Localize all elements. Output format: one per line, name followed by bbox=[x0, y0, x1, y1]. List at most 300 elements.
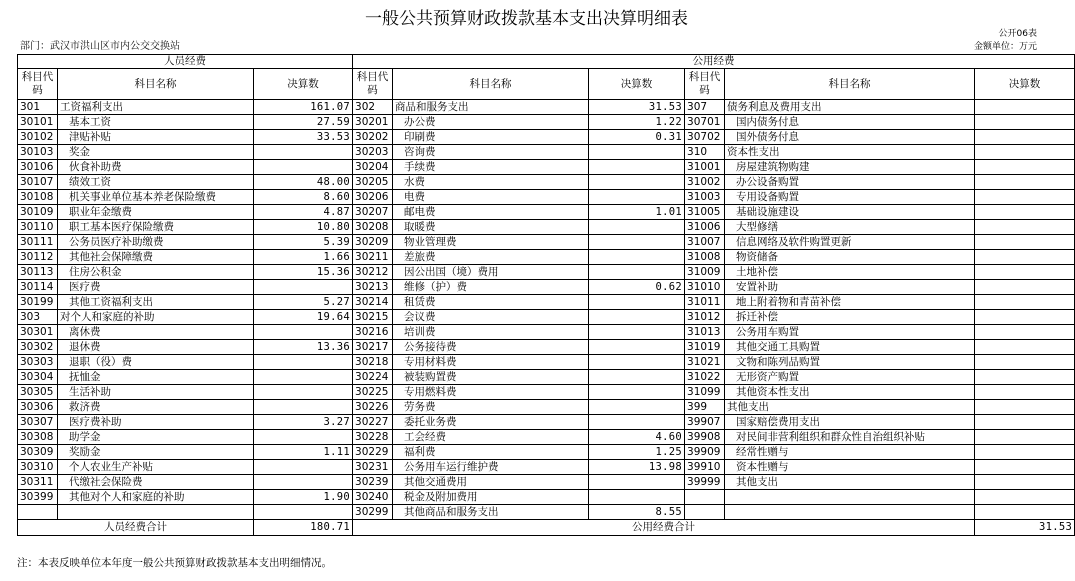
amount-value bbox=[589, 415, 685, 430]
amount-value bbox=[975, 130, 1075, 145]
subject-code: 30304 bbox=[18, 370, 58, 385]
amount-value: 31.53 bbox=[589, 100, 685, 115]
amount-value bbox=[254, 475, 353, 490]
public-total-value: 31.53 bbox=[975, 520, 1075, 536]
subject-code: 30207 bbox=[353, 205, 393, 220]
subject-code: 30226 bbox=[353, 400, 393, 415]
amount-value bbox=[589, 400, 685, 415]
subject-code: 30108 bbox=[18, 190, 58, 205]
subject-name: 安置补助 bbox=[725, 280, 975, 295]
subject-name: 取暖费 bbox=[393, 220, 589, 235]
subject-name: 物资储备 bbox=[725, 250, 975, 265]
amount-value bbox=[254, 385, 353, 400]
subject-name: 专用燃料费 bbox=[393, 385, 589, 400]
table-row bbox=[18, 490, 1075, 505]
subject-name: 住房公积金 bbox=[58, 265, 254, 280]
subject-code: 302 bbox=[353, 100, 393, 115]
amount-value bbox=[975, 355, 1075, 370]
amount-value bbox=[589, 220, 685, 235]
amount-value bbox=[254, 430, 353, 445]
amount-value: 8.60 bbox=[254, 190, 353, 205]
subject-code: 30309 bbox=[18, 445, 58, 460]
amount-unit-label: 金额单位：万元 bbox=[973, 42, 1037, 52]
amount-value bbox=[254, 160, 353, 175]
subject-code: 30305 bbox=[18, 385, 58, 400]
table-row bbox=[18, 160, 1075, 175]
table-row bbox=[18, 175, 1075, 190]
amount-value: 1.11 bbox=[254, 445, 353, 460]
subject-name: 维修（护）费 bbox=[393, 280, 589, 295]
subject-name: 资本性赠与 bbox=[725, 460, 975, 475]
subject-name: 办公设备购置 bbox=[725, 175, 975, 190]
amount-value bbox=[589, 160, 685, 175]
amount-value bbox=[589, 265, 685, 280]
subject-code: 399 bbox=[685, 400, 725, 415]
subject-name: 公务用车购置 bbox=[725, 325, 975, 340]
amount-value bbox=[975, 265, 1075, 280]
subject-name: 会议费 bbox=[393, 310, 589, 325]
amount-value bbox=[589, 340, 685, 355]
subject-code: 30231 bbox=[353, 460, 393, 475]
subject-name: 印刷费 bbox=[393, 130, 589, 145]
subject-code: 30102 bbox=[18, 130, 58, 145]
subject-name: 咨询费 bbox=[393, 145, 589, 160]
subject-code: 30311 bbox=[18, 475, 58, 490]
subject-code: 30225 bbox=[353, 385, 393, 400]
subject-code: 30216 bbox=[353, 325, 393, 340]
subject-code: 30224 bbox=[353, 370, 393, 385]
subject-name: 商品和服务支出 bbox=[393, 100, 589, 115]
subject-name: 退休费 bbox=[58, 340, 254, 355]
subject-name: 个人农业生产补贴 bbox=[58, 460, 254, 475]
subject-name: 其他对个人和家庭的补助 bbox=[58, 490, 254, 505]
table-row bbox=[18, 430, 1075, 445]
subject-code: 31002 bbox=[685, 175, 725, 190]
amount-value: 1.25 bbox=[589, 445, 685, 460]
subject-name: 其他交通工具购置 bbox=[725, 340, 975, 355]
amount-value bbox=[975, 505, 1075, 520]
subject-code: 39909 bbox=[685, 445, 725, 460]
subject-code: 30218 bbox=[353, 355, 393, 370]
subject-name: 对民间非营利组织和群众性自治组织补贴 bbox=[725, 430, 975, 445]
amount-value bbox=[975, 175, 1075, 190]
subject-code: 30239 bbox=[353, 475, 393, 490]
subject-name: 债务利息及费用支出 bbox=[725, 100, 975, 115]
amount-value bbox=[589, 385, 685, 400]
subject-code: 30211 bbox=[353, 250, 393, 265]
amount-value: 15.36 bbox=[254, 265, 353, 280]
amount-value bbox=[975, 370, 1075, 385]
subject-code: 30302 bbox=[18, 340, 58, 355]
amount-value: 27.59 bbox=[254, 115, 353, 130]
subject-code: 31099 bbox=[685, 385, 725, 400]
amount-value bbox=[589, 295, 685, 310]
table-row bbox=[18, 340, 1075, 355]
subject-name: 无形资产购置 bbox=[725, 370, 975, 385]
amount-value: 13.36 bbox=[254, 340, 353, 355]
subject-code: 30199 bbox=[18, 295, 58, 310]
subject-name: 其他工资福利支出 bbox=[58, 295, 254, 310]
subject-name: 其他支出 bbox=[725, 475, 975, 490]
amount-value bbox=[975, 205, 1075, 220]
subject-code: 30307 bbox=[18, 415, 58, 430]
subject-name: 租赁费 bbox=[393, 295, 589, 310]
subject-name: 津贴补贴 bbox=[58, 130, 254, 145]
subject-code: 30101 bbox=[18, 115, 58, 130]
subject-name: 培训费 bbox=[393, 325, 589, 340]
subject-name: 委托业务费 bbox=[393, 415, 589, 430]
subject-name: 办公费 bbox=[393, 115, 589, 130]
subject-name: 税金及附加费用 bbox=[393, 490, 589, 505]
subject-code: 31010 bbox=[685, 280, 725, 295]
column-header-amount: 决算数 bbox=[254, 69, 353, 100]
amount-value bbox=[589, 235, 685, 250]
table-row bbox=[18, 415, 1075, 430]
subject-code bbox=[18, 505, 58, 520]
amount-value bbox=[975, 325, 1075, 340]
subject-code: 30107 bbox=[18, 175, 58, 190]
subject-code: 30399 bbox=[18, 490, 58, 505]
amount-value bbox=[589, 250, 685, 265]
subject-name: 被装购置费 bbox=[393, 370, 589, 385]
amount-value: 161.07 bbox=[254, 100, 353, 115]
subject-name: 福利费 bbox=[393, 445, 589, 460]
subject-code: 30111 bbox=[18, 235, 58, 250]
subject-code: 30213 bbox=[353, 280, 393, 295]
subject-name bbox=[725, 490, 975, 505]
subject-name: 助学金 bbox=[58, 430, 254, 445]
amount-value: 0.31 bbox=[589, 130, 685, 145]
subject-name: 医疗费 bbox=[58, 280, 254, 295]
subject-code: 30303 bbox=[18, 355, 58, 370]
subject-name: 水费 bbox=[393, 175, 589, 190]
subject-name: 伙食补助费 bbox=[58, 160, 254, 175]
column-header-name: 科目名称 bbox=[393, 69, 589, 100]
amount-value bbox=[975, 280, 1075, 295]
amount-value bbox=[254, 460, 353, 475]
subject-code: 30204 bbox=[353, 160, 393, 175]
subject-code: 30240 bbox=[353, 490, 393, 505]
subject-code: 30310 bbox=[18, 460, 58, 475]
subject-name: 其他资本性支出 bbox=[725, 385, 975, 400]
amount-value: 19.64 bbox=[254, 310, 353, 325]
subject-name: 其他支出 bbox=[725, 400, 975, 415]
subject-name: 信息网络及软件购置更新 bbox=[725, 235, 975, 250]
table-row bbox=[18, 100, 1075, 115]
table-footnote: 注：本表反映单位本年度一般公共预算财政拨款基本支出明细情况。 bbox=[17, 557, 332, 569]
subject-code: 310 bbox=[685, 145, 725, 160]
column-header-name: 科目名称 bbox=[58, 69, 254, 100]
subject-code: 30202 bbox=[353, 130, 393, 145]
amount-value: 1.22 bbox=[589, 115, 685, 130]
table-row bbox=[18, 145, 1075, 160]
table-row bbox=[18, 250, 1075, 265]
subject-name: 专用设备购置 bbox=[725, 190, 975, 205]
amount-value bbox=[589, 370, 685, 385]
amount-value: 1.90 bbox=[254, 490, 353, 505]
subject-name: 绩效工资 bbox=[58, 175, 254, 190]
amount-value: 10.80 bbox=[254, 220, 353, 235]
subject-code: 30103 bbox=[18, 145, 58, 160]
subject-name: 公务用车运行维护费 bbox=[393, 460, 589, 475]
subject-code: 30702 bbox=[685, 130, 725, 145]
amount-value: 13.98 bbox=[589, 460, 685, 475]
column-header-code: 科目代码 bbox=[18, 69, 58, 100]
subject-name: 基础设施建设 bbox=[725, 205, 975, 220]
subject-code: 30214 bbox=[353, 295, 393, 310]
subject-code: 31003 bbox=[685, 190, 725, 205]
subject-name: 国家赔偿费用支出 bbox=[725, 415, 975, 430]
subject-name: 大型修缮 bbox=[725, 220, 975, 235]
subject-code: 30308 bbox=[18, 430, 58, 445]
subject-code: 31001 bbox=[685, 160, 725, 175]
amount-value: 8.55 bbox=[589, 505, 685, 520]
subject-code: 307 bbox=[685, 100, 725, 115]
subject-code: 31019 bbox=[685, 340, 725, 355]
subject-name: 其他社会保障缴费 bbox=[58, 250, 254, 265]
table-row bbox=[18, 385, 1075, 400]
amount-value bbox=[975, 340, 1075, 355]
subject-name: 奖金 bbox=[58, 145, 254, 160]
subject-name: 拆迁补偿 bbox=[725, 310, 975, 325]
subject-name: 基本工资 bbox=[58, 115, 254, 130]
table-row bbox=[18, 370, 1075, 385]
subject-code: 31009 bbox=[685, 265, 725, 280]
amount-value bbox=[254, 370, 353, 385]
amount-value: 1.01 bbox=[589, 205, 685, 220]
amount-value bbox=[254, 505, 353, 520]
subject-code: 31022 bbox=[685, 370, 725, 385]
subject-code: 31006 bbox=[685, 220, 725, 235]
table-row bbox=[18, 310, 1075, 325]
department-label: 部门：武汉市洪山区市内公交交换站 bbox=[20, 41, 180, 52]
amount-value bbox=[975, 220, 1075, 235]
subject-name: 工会经费 bbox=[393, 430, 589, 445]
amount-value: 5.39 bbox=[254, 235, 353, 250]
subject-code: 31005 bbox=[685, 205, 725, 220]
amount-value bbox=[589, 310, 685, 325]
subject-code: 30299 bbox=[353, 505, 393, 520]
subject-code bbox=[685, 490, 725, 505]
amount-value: 48.00 bbox=[254, 175, 353, 190]
subject-name: 其他商品和服务支出 bbox=[393, 505, 589, 520]
subject-name: 手续费 bbox=[393, 160, 589, 175]
table-row bbox=[18, 505, 1075, 520]
amount-value bbox=[975, 115, 1075, 130]
subject-name: 土地补偿 bbox=[725, 265, 975, 280]
public-total-label: 公用经费合计 bbox=[353, 520, 975, 536]
table-row bbox=[18, 460, 1075, 475]
report-title: 一般公共预算财政拨款基本支出决算明细表 bbox=[365, 9, 688, 29]
table-row bbox=[18, 445, 1075, 460]
amount-value bbox=[589, 145, 685, 160]
subject-name: 抚恤金 bbox=[58, 370, 254, 385]
subject-code: 30701 bbox=[685, 115, 725, 130]
subject-code: 31007 bbox=[685, 235, 725, 250]
table-row bbox=[18, 130, 1075, 145]
column-header-name: 科目名称 bbox=[725, 69, 975, 100]
subject-code: 30227 bbox=[353, 415, 393, 430]
subject-name: 对个人和家庭的补助 bbox=[58, 310, 254, 325]
section-header-personnel: 人员经费 bbox=[18, 55, 353, 69]
subject-name: 房屋建筑物购建 bbox=[725, 160, 975, 175]
amount-value bbox=[975, 445, 1075, 460]
subject-name: 公务员医疗补助缴费 bbox=[58, 235, 254, 250]
subject-code: 31013 bbox=[685, 325, 725, 340]
amount-value bbox=[975, 295, 1075, 310]
column-header-amount: 决算数 bbox=[975, 69, 1075, 100]
table-row bbox=[18, 325, 1075, 340]
amount-value bbox=[975, 250, 1075, 265]
amount-value: 3.27 bbox=[254, 415, 353, 430]
table-row bbox=[18, 205, 1075, 220]
form-number: 公开06表 bbox=[998, 29, 1037, 39]
subject-code: 30110 bbox=[18, 220, 58, 235]
subject-code: 39907 bbox=[685, 415, 725, 430]
subject-name: 生活补助 bbox=[58, 385, 254, 400]
amount-value bbox=[589, 475, 685, 490]
table-row bbox=[18, 295, 1075, 310]
table-row bbox=[18, 280, 1075, 295]
subject-name: 离休费 bbox=[58, 325, 254, 340]
subject-code: 39910 bbox=[685, 460, 725, 475]
subject-name: 电费 bbox=[393, 190, 589, 205]
subject-name: 退职（役）费 bbox=[58, 355, 254, 370]
amount-value bbox=[254, 145, 353, 160]
subject-name: 经常性赠与 bbox=[725, 445, 975, 460]
amount-value bbox=[975, 490, 1075, 505]
subject-name: 工资福利支出 bbox=[58, 100, 254, 115]
subject-code: 30215 bbox=[353, 310, 393, 325]
subject-name: 物业管理费 bbox=[393, 235, 589, 250]
table-row bbox=[18, 235, 1075, 250]
amount-value bbox=[589, 175, 685, 190]
subject-name: 机关事业单位基本养老保险缴费 bbox=[58, 190, 254, 205]
amount-value bbox=[975, 475, 1075, 490]
subject-name bbox=[58, 505, 254, 520]
subject-code: 30206 bbox=[353, 190, 393, 205]
subject-code: 301 bbox=[18, 100, 58, 115]
subject-code: 303 bbox=[18, 310, 58, 325]
amount-value bbox=[975, 430, 1075, 445]
amount-value: 1.66 bbox=[254, 250, 353, 265]
column-header-code: 科目代码 bbox=[353, 69, 393, 100]
subject-name: 邮电费 bbox=[393, 205, 589, 220]
subject-code: 31008 bbox=[685, 250, 725, 265]
subject-name: 救济费 bbox=[58, 400, 254, 415]
amount-value: 33.53 bbox=[254, 130, 353, 145]
amount-value: 4.87 bbox=[254, 205, 353, 220]
table-row bbox=[18, 220, 1075, 235]
table-row bbox=[18, 115, 1075, 130]
subject-code: 39908 bbox=[685, 430, 725, 445]
subject-name: 奖励金 bbox=[58, 445, 254, 460]
subject-code: 30113 bbox=[18, 265, 58, 280]
amount-value bbox=[254, 280, 353, 295]
subject-name: 国外债务付息 bbox=[725, 130, 975, 145]
subject-code: 30109 bbox=[18, 205, 58, 220]
expenditure-table bbox=[17, 54, 1075, 536]
subject-code: 30205 bbox=[353, 175, 393, 190]
amount-value bbox=[254, 400, 353, 415]
amount-value bbox=[254, 355, 353, 370]
amount-value: 4.60 bbox=[589, 430, 685, 445]
table-row bbox=[18, 400, 1075, 415]
subject-code: 30106 bbox=[18, 160, 58, 175]
amount-value bbox=[975, 235, 1075, 250]
subject-name: 国内债务付息 bbox=[725, 115, 975, 130]
subject-code: 30301 bbox=[18, 325, 58, 340]
subject-code: 30203 bbox=[353, 145, 393, 160]
subject-name: 职业年金缴费 bbox=[58, 205, 254, 220]
column-header-code: 科目代码 bbox=[685, 69, 725, 100]
subject-name: 公务接待费 bbox=[393, 340, 589, 355]
amount-value bbox=[975, 190, 1075, 205]
amount-value bbox=[975, 460, 1075, 475]
subject-name: 因公出国（境）费用 bbox=[393, 265, 589, 280]
personnel-total-label: 人员经费合计 bbox=[18, 520, 254, 536]
subject-code: 30306 bbox=[18, 400, 58, 415]
table-row bbox=[18, 355, 1075, 370]
subject-code: 30212 bbox=[353, 265, 393, 280]
amount-value bbox=[589, 325, 685, 340]
subject-code: 30229 bbox=[353, 445, 393, 460]
subject-code: 30228 bbox=[353, 430, 393, 445]
amount-value bbox=[589, 490, 685, 505]
subject-code: 31012 bbox=[685, 310, 725, 325]
subject-name: 专用材料费 bbox=[393, 355, 589, 370]
subject-code: 30217 bbox=[353, 340, 393, 355]
subject-code: 39999 bbox=[685, 475, 725, 490]
subject-name: 差旅费 bbox=[393, 250, 589, 265]
amount-value bbox=[975, 400, 1075, 415]
amount-value bbox=[975, 385, 1075, 400]
table-row bbox=[18, 265, 1075, 280]
subject-name: 其他交通费用 bbox=[393, 475, 589, 490]
subject-code bbox=[685, 505, 725, 520]
table-row bbox=[18, 475, 1075, 490]
subject-code: 30114 bbox=[18, 280, 58, 295]
subject-name bbox=[725, 505, 975, 520]
table-row bbox=[18, 190, 1075, 205]
totals-row bbox=[18, 520, 1075, 536]
amount-value bbox=[975, 415, 1075, 430]
subject-name: 职工基本医疗保险缴费 bbox=[58, 220, 254, 235]
amount-value bbox=[975, 100, 1075, 115]
amount-value bbox=[975, 160, 1075, 175]
subject-name: 医疗费补助 bbox=[58, 415, 254, 430]
subject-name: 劳务费 bbox=[393, 400, 589, 415]
subject-name: 代缴社会保险费 bbox=[58, 475, 254, 490]
subject-code: 30201 bbox=[353, 115, 393, 130]
amount-value bbox=[975, 310, 1075, 325]
subject-code: 30112 bbox=[18, 250, 58, 265]
subject-code: 31021 bbox=[685, 355, 725, 370]
column-header-amount: 决算数 bbox=[589, 69, 685, 100]
amount-value bbox=[254, 325, 353, 340]
subject-code: 31011 bbox=[685, 295, 725, 310]
amount-value bbox=[589, 190, 685, 205]
subject-code: 30209 bbox=[353, 235, 393, 250]
subject-code: 30208 bbox=[353, 220, 393, 235]
amount-value bbox=[975, 145, 1075, 160]
personnel-total-value: 180.71 bbox=[254, 520, 353, 536]
amount-value: 5.27 bbox=[254, 295, 353, 310]
subject-name: 资本性支出 bbox=[725, 145, 975, 160]
amount-value: 0.62 bbox=[589, 280, 685, 295]
subject-name: 地上附着物和青苗补偿 bbox=[725, 295, 975, 310]
section-header-public: 公用经费 bbox=[353, 55, 1075, 69]
